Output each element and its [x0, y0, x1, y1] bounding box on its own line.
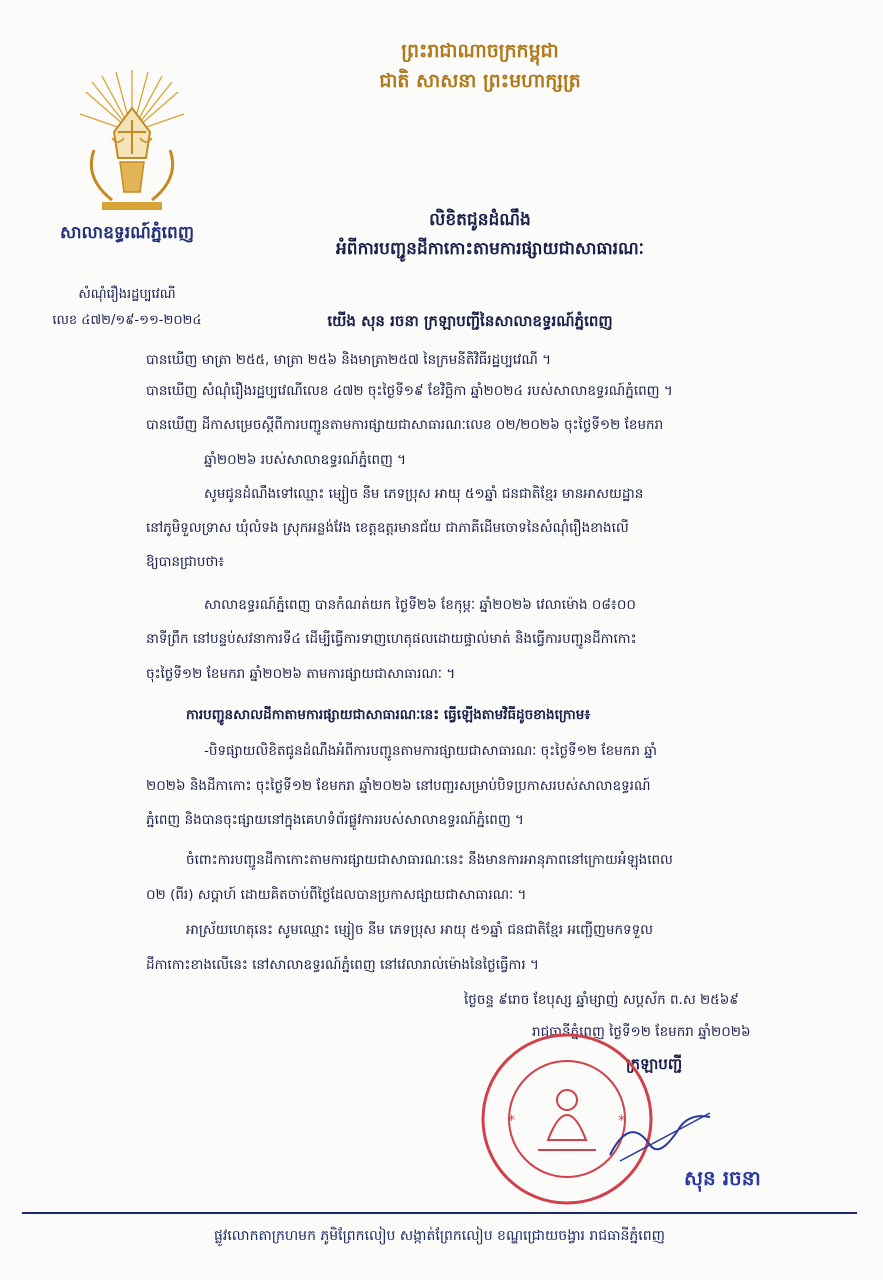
- notify-line-3: ឱ្យបានជ្រាបថា៖: [146, 554, 225, 570]
- seen-clause-3-cont: ឆ្នាំ២០២៦ របស់សាលាឧទ្ធរណ៍ភ្នំពេញ ។: [204, 452, 407, 468]
- motto-line-kingdom: ព្រះរាជាណាចក្រកម្ពុជា: [401, 40, 559, 62]
- signatory-role: ក្រឡាបញ្ជី: [626, 1055, 683, 1073]
- issuer-line: យើង សុន រចនា ក្រឡាបញ្ជីនៃសាលាឧទ្ធរណ៍ភ្នំពេញ: [327, 312, 613, 330]
- hearing-line-2: នាទីព្រឹក នៅបន្ទប់សវនាការទី៤ ដើម្បីធ្វើការទាញហេតុផលដោយផ្ទាល់មាត់ និងធ្វើការបញ្ជូនដីកាកោះ: [146, 631, 637, 647]
- place-date: រាជធានីភ្នំពេញ ថ្ងៃទី១២ ខែមករា ឆ្នាំ២០២៦: [532, 1024, 751, 1040]
- hearing-line-3: ចុះថ្ងៃទី១២ ខែមករា ឆ្នាំ២០២៦ តាមការផ្សាយជាសាធារណៈ ។: [146, 666, 456, 682]
- method-heading: ការបញ្ជូនសាលដីកាតាមការផ្សាយជាសាធារណៈនេះ ធ្វើឡើងតាមវិធីដូចខាងក្រោម៖: [186, 707, 591, 723]
- signature-icon: [600, 1105, 720, 1165]
- seen-clause-3: បានឃើញ ដីកាសម្រេចស្តីពីការបញ្ជូនតាមការផ្សាយជាសាធារណៈលេខ ០២/២០២៦ ចុះថ្ងៃទី១២ ខែមករា: [146, 417, 664, 433]
- seen-clause-2: បានឃើញ សំណុំរឿងរដ្ឋប្បវេណីលេខ ៤៧២ ចុះថ្ងៃទី១៩ ខែវិច្ឆិកា ឆ្នាំ២០២៤ របស់សាលាឧទ្ធរណ៍ភ្នំពេញ ។: [146, 383, 673, 399]
- court-name: សាលាឧទ្ធរណ៍ភ្នំពេញ: [59, 223, 195, 243]
- motto-line-nation: ជាតិ សាសនា ព្រះមហាក្សត្រ: [379, 70, 581, 92]
- file-type-label: សំណុំរឿងរដ្ឋប្បវេណី: [78, 287, 176, 302]
- document-subtitle: អំពីការបញ្ជូនដីកាកោះតាមការផ្សាយជាសាធារណៈ: [335, 239, 644, 259]
- hearing-line-1: សាលាឧទ្ធរណ៍ភ្នំពេញ បានកំណត់យក ថ្ងៃទី២៦ ខែកុម្ភៈ ឆ្នាំ២០២៦ វេលាម៉ោង ០៨៖០០: [204, 597, 636, 613]
- method-line-2: ២០២៦ និងដីកាកោះ ចុះថ្ងៃទី១២ ខែមករា ឆ្នាំ២០២៦ នៅបញ្ជរសម្រាប់បិទប្រកាសរបស់សាលាឧទ្ធរណ៍: [146, 778, 651, 794]
- notify-line-2: នៅភូមិទួលទ្រាស ឃុំលំទង ស្រុកអន្លង់វែង ខេត្តឧត្តរមានជ័យ ជាភាគីដើមចោទនៃសំណុំរឿងខាងលើ: [146, 520, 629, 536]
- notify-line-1: សូមជូនដំណឹងទៅឈ្មោះ ម្សៀច នីម ភេទប្រុស អាយុ ៥១ឆ្នាំ ជនជាតិខ្មែរ មានអាសយដ្ឋាន: [204, 486, 644, 502]
- seen-clause-1: បានឃើញ មាត្រា ២៥៥, មាត្រា ២៥៦ និងមាត្រា២៥៧ នៃក្រមនីតិវិធីរដ្ឋប្បវេណី ។: [146, 352, 551, 368]
- closing-line-2: ដីកាកោះខាងលើនេះ នៅសាលាឧទ្ធរណ៍ភ្នំពេញ នៅវេលារាល់ម៉ោងនៃថ្ងៃធ្វើការ ។: [146, 957, 539, 973]
- footer-address: ផ្លូវលោកតាក្រហមក ភូមិព្រែកលៀប សង្កាត់ព្រែកលៀប ខណ្ឌជ្រោយចង្វារ រាជធានីភ្នំពេញ: [214, 1228, 665, 1244]
- footer-divider: [22, 1212, 857, 1214]
- lunar-date: ថ្ងៃចន្ទ ៩រោច ខែបុស្ស ឆ្នាំម្សាញ់ សប្តស័ក ព.ស ២៥៦៩: [464, 992, 739, 1008]
- court-emblem-icon: [72, 62, 192, 222]
- closing-line-1: អាស្រ័យហេតុនេះ សូមឈ្មោះ ម្សៀច នីម ភេទប្រុស អាយុ ៥១ឆ្នាំ ជនជាតិខ្មែរ អញ្ជើញមកទទួល: [186, 922, 654, 938]
- signatory-name: សុន រចនា: [684, 1166, 761, 1190]
- kingdom-motto: [330, 36, 630, 96]
- effect-line-1: ចំពោះការបញ្ជូនដីកាកោះតាមការផ្សាយជាសាធារណៈនេះ នឹងមានការអានុភាពនៅក្រោយអំឡុងពេល: [186, 852, 673, 868]
- document-title: លិខិតជូនដំណឹង: [429, 210, 531, 230]
- effect-line-2: ០២ (ពីរ) សប្តាហ៍ ដោយគិតចាប់ពីថ្ងៃដែលបានប្រកាសផ្សាយជាសាធារណៈ ។: [146, 887, 527, 903]
- svg-text:*: *: [508, 1113, 515, 1129]
- method-line-3: ភ្នំពេញ និងបានចុះផ្សាយនៅក្នុងគេហទំព័រផ្លូវការរបស់សាលាឧទ្ធរណ៍ភ្នំពេញ ។: [146, 812, 524, 828]
- svg-text:*: *: [618, 1113, 625, 1129]
- method-line-1: -បិទផ្សាយលិខិតជូនដំណឹងអំពីការបញ្ជូនតាមការផ្សាយជាសាធារណៈ ចុះថ្ងៃទី១២ ខែមករា ឆ្នាំ: [204, 743, 658, 759]
- file-number: លេខ ៤៧២/១៩-១១-២០២៤: [52, 313, 202, 328]
